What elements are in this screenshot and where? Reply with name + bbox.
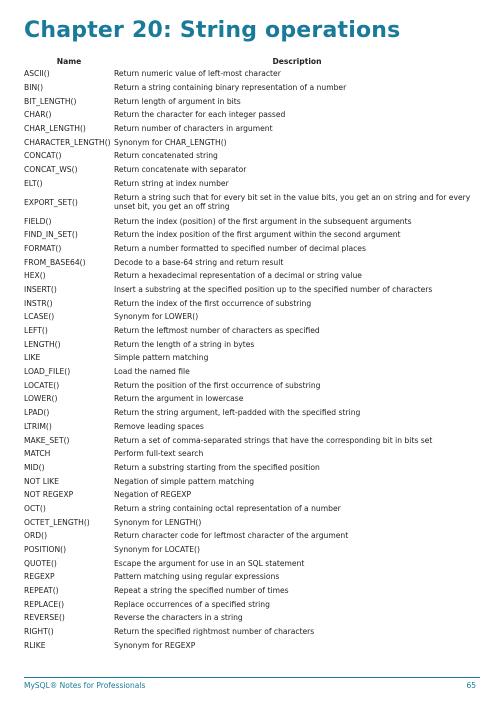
table-row: [24, 108, 480, 122]
function-description: Negation of simple pattern matching: [114, 476, 255, 486]
table-row: [24, 214, 480, 228]
table-row: [24, 597, 480, 611]
function-description: Return a string containing binary representation of a number: [114, 83, 347, 93]
function-description: Repeat a string the specified number of times: [114, 586, 289, 596]
function-name: LEFT(): [24, 326, 48, 336]
function-name: NOT REGEXP: [24, 490, 74, 500]
function-name: REPEAT(): [24, 586, 59, 596]
function-name: RIGHT(): [24, 627, 54, 637]
function-description: Load the named file: [114, 367, 190, 377]
function-name: EXPORT_SET(): [24, 197, 78, 207]
table-row: [24, 611, 480, 625]
function-name: BIN(): [24, 83, 44, 93]
function-description: Return a substring starting from the specified position: [114, 462, 320, 472]
table-row: [24, 351, 480, 365]
table-row: [24, 556, 480, 570]
function-name: FORMAT(): [24, 243, 62, 253]
table-row: [24, 149, 480, 163]
function-name: CONCAT(): [24, 151, 62, 161]
function-description: Return character code for leftmost character of the argument: [114, 531, 349, 541]
function-description: Return a string containing octal representation of a number: [114, 503, 341, 513]
function-description: Return a number formatted to specified number of decimal places: [114, 243, 366, 253]
footer-page-number: 65: [466, 681, 476, 690]
table-row: [24, 625, 480, 639]
table-row: [24, 337, 480, 351]
function-description: Return a string such that for every bit set in the value bits, you get an on string and for every unset bit, you get an off string: [114, 193, 471, 212]
footer-divider: [24, 677, 480, 678]
function-name: LCASE(): [24, 312, 55, 322]
function-description: Return length of argument in bits: [114, 96, 241, 106]
table-row: [24, 529, 480, 543]
function-description: Synonym for LOCATE(): [114, 545, 200, 555]
function-name: HEX(): [24, 271, 46, 281]
table-row: [24, 365, 480, 379]
table-row: [24, 433, 480, 447]
function-name: BIT_LENGTH(): [24, 96, 77, 106]
function-name: LOCATE(): [24, 380, 60, 390]
function-name: ASCII(): [24, 69, 50, 79]
table-row: [24, 94, 480, 108]
string-functions-table: [24, 57, 480, 652]
function-description: Synonym for LENGTH(): [114, 517, 202, 527]
table-row: [24, 447, 480, 461]
function-description: Insert a substring at the specified position up to the specified number of characters: [114, 284, 433, 294]
function-name: RLIKE: [24, 640, 46, 650]
function-name: QUOTE(): [24, 558, 57, 568]
function-name: OCT(): [24, 503, 46, 513]
function-name: ELT(): [24, 178, 43, 188]
table-row: [24, 378, 480, 392]
table-row: [24, 310, 480, 324]
table-row: [24, 283, 480, 297]
function-description: Decode to a base-64 string and return result: [114, 257, 284, 267]
table-row: [24, 269, 480, 283]
function-description: Return the index of the first occurrence of substring: [114, 298, 312, 308]
table-row: [24, 406, 480, 420]
function-name: CHARACTER_LENGTH(): [24, 137, 111, 147]
function-name: OCTET_LENGTH(): [24, 517, 90, 527]
function-description: Synonym for LOWER(): [114, 312, 199, 322]
table-row: [24, 392, 480, 406]
function-name: LENGTH(): [24, 339, 61, 349]
table-row: [24, 543, 480, 557]
function-name: LOWER(): [24, 394, 58, 404]
table-row: [24, 570, 480, 584]
table-row: [24, 584, 480, 598]
function-name: FIELD(): [24, 216, 52, 226]
function-description: Return concatenated string: [114, 151, 218, 161]
function-name: NOT LIKE: [24, 476, 59, 486]
function-name: REPLACE(): [24, 599, 65, 609]
function-name: LOAD_FILE(): [24, 367, 71, 377]
function-description: Return a hexadecimal representation of a decimal or string value: [114, 271, 362, 281]
function-name: REGEXP: [24, 572, 55, 582]
chapter-title: Chapter 20: String operations: [24, 18, 401, 43]
table-row: [24, 461, 480, 475]
function-description: Perform full-text search: [114, 449, 204, 459]
function-description: Negation of REGEXP: [114, 490, 192, 500]
table-row: [24, 190, 480, 214]
function-description: Return the character for each integer passed: [114, 110, 286, 120]
function-name: MAKE_SET(): [24, 435, 70, 445]
table-row: [24, 67, 480, 81]
function-name: ORD(): [24, 531, 48, 541]
name-column-header: Name: [56, 57, 82, 66]
table-row: [24, 296, 480, 310]
function-description: Return the position of the first occurrence of substring: [114, 380, 321, 390]
function-name: INSERT(): [24, 284, 57, 294]
function-name: CHAR_LENGTH(): [24, 124, 86, 134]
function-description: Return the length of a string in bytes: [114, 339, 255, 349]
footer-book-title: MySQL® Notes for Professionals: [24, 681, 146, 690]
function-description: Return the specified rightmost number of characters: [114, 627, 315, 637]
table-body: [24, 67, 480, 652]
function-description: Replace occurrences of a specified string: [114, 599, 270, 609]
function-description: Return concatenate with separator: [114, 165, 247, 175]
function-name: CONCAT_WS(): [24, 165, 78, 175]
table-row: [24, 515, 480, 529]
function-name: FROM_BASE64(): [24, 257, 86, 267]
function-name: LPAD(): [24, 408, 50, 418]
function-description: Return number of characters in argument: [114, 124, 273, 134]
function-description: Remove leading spaces: [114, 421, 204, 431]
table-row: [24, 420, 480, 434]
table-row: [24, 135, 480, 149]
table-row: [24, 488, 480, 502]
function-name: LTRIM(): [24, 421, 52, 431]
function-description: Return numeric value of left-most character: [114, 69, 281, 79]
function-description: Return the leftmost number of characters as specified: [114, 326, 320, 336]
table-row: [24, 81, 480, 95]
function-name: LIKE: [24, 353, 41, 363]
description-column-header: Description: [272, 57, 322, 66]
function-name: CHAR(): [24, 110, 52, 120]
function-name: MATCH: [24, 449, 51, 459]
table-row: [24, 324, 480, 338]
table-row: [24, 242, 480, 256]
function-name: MID(): [24, 462, 45, 472]
function-description: Return the index (position) of the first argument in the subsequent arguments: [114, 216, 412, 226]
table-row: [24, 255, 480, 269]
function-description: Synonym for CHAR_LENGTH(): [114, 137, 227, 147]
table-row: [24, 639, 480, 653]
table-row: [24, 474, 480, 488]
function-name: FIND_IN_SET(): [24, 230, 78, 240]
table-row: [24, 122, 480, 136]
table-row: [24, 228, 480, 242]
function-description: Return the index position of the first argument within the second argument: [114, 230, 401, 240]
function-description: Reverse the characters in a string: [114, 613, 243, 623]
function-description: Return the string argument, left-padded with the specified string: [114, 408, 361, 418]
function-description: Return the argument in lowercase: [114, 394, 244, 404]
function-description: Pattern matching using regular expressions: [114, 572, 280, 582]
function-description: Return a set of comma-separated strings that have the corresponding bit in bits set: [114, 435, 433, 445]
table-row: [24, 177, 480, 191]
function-name: POSITION(): [24, 545, 67, 555]
table-row: [24, 163, 480, 177]
function-description: Return string at index number: [114, 178, 229, 188]
function-name: REVERSE(): [24, 613, 65, 623]
function-description: Escape the argument for use in an SQL statement: [114, 558, 305, 568]
table-header-row: [24, 57, 480, 67]
table-row: [24, 502, 480, 516]
function-description: Synonym for REGEXP: [114, 640, 196, 650]
function-description: Simple pattern matching: [114, 353, 209, 363]
function-name: INSTR(): [24, 298, 53, 308]
